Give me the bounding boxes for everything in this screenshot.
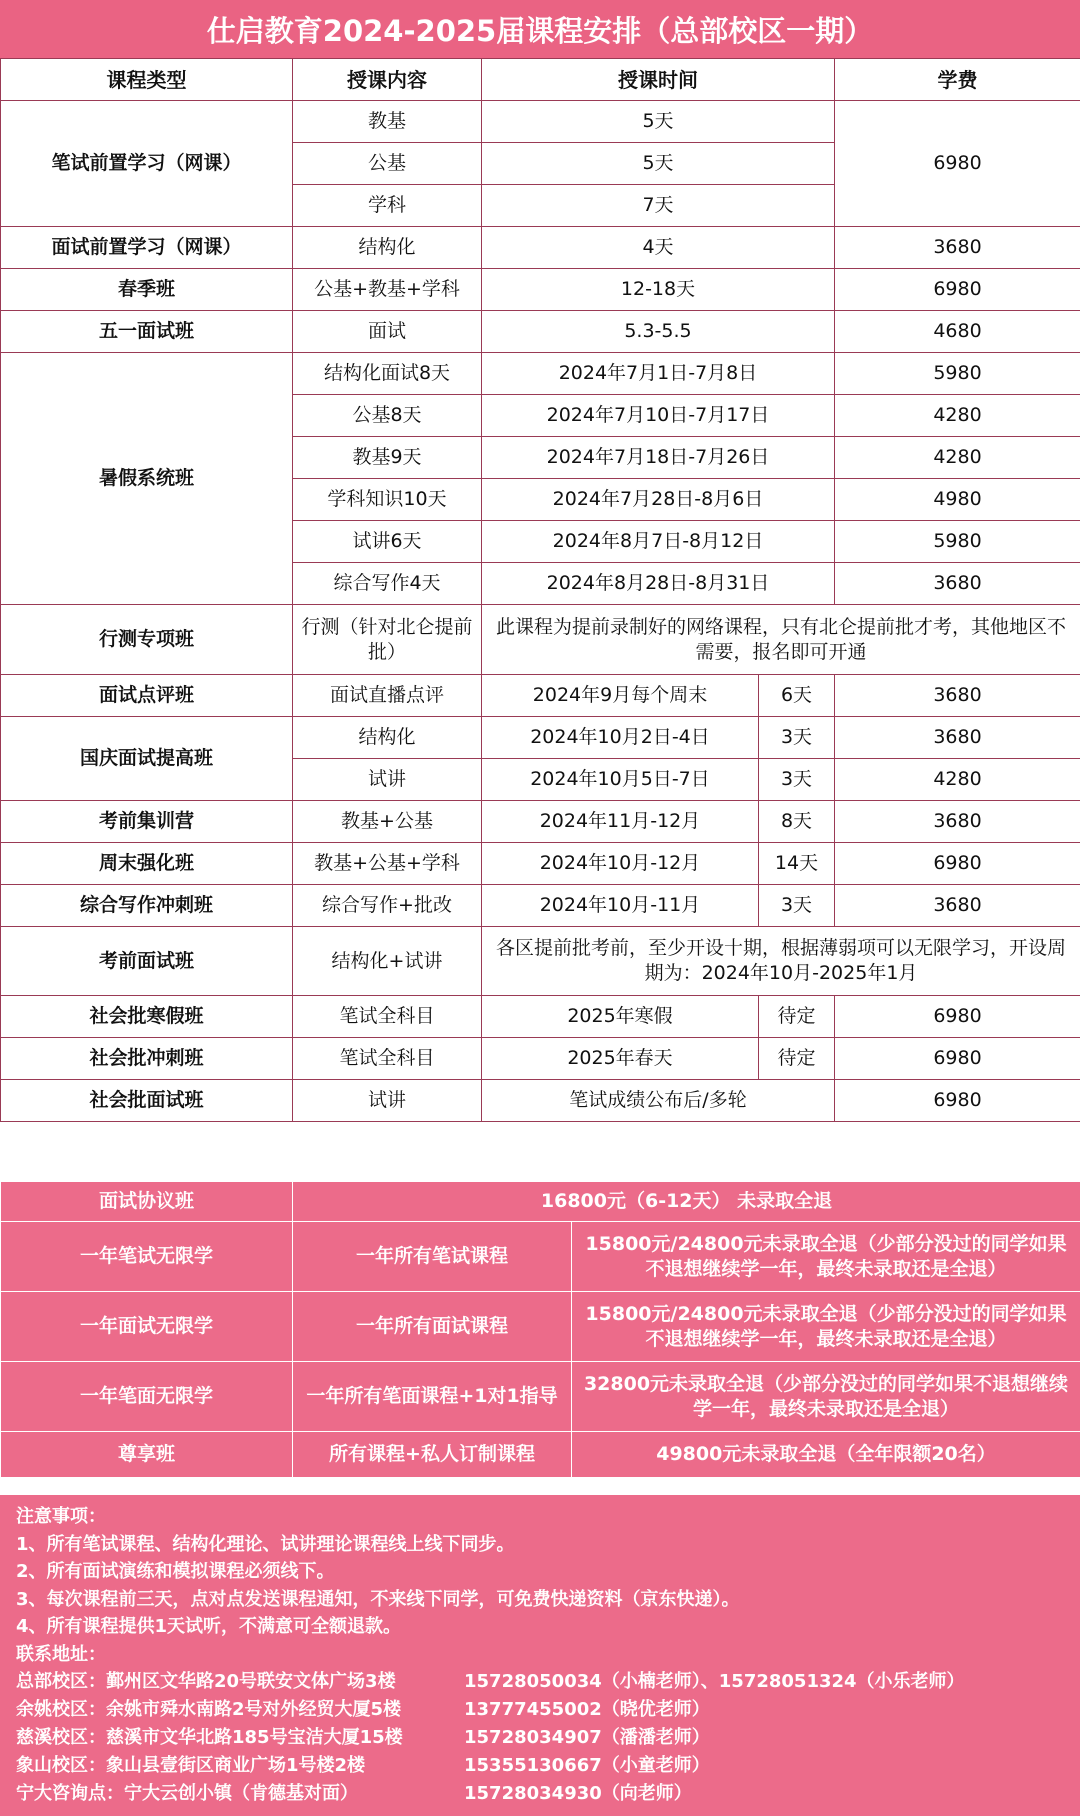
table-row: [1, 885, 1080, 927]
course-fee: 6980: [835, 996, 1080, 1038]
course-content: 结构化: [293, 227, 482, 269]
course-days: 3天: [759, 885, 835, 927]
premium-row: [1, 1182, 1080, 1222]
premium-type: 尊享班: [1, 1432, 293, 1478]
course-time: 2024年7月1日-7月8日: [482, 353, 835, 395]
course-fee: 3680: [835, 227, 1080, 269]
course-content: 公基: [293, 143, 482, 185]
course-content: 教基9天: [293, 437, 482, 479]
course-type: 暑假系统班: [1, 353, 293, 605]
address-row: [16, 1752, 1064, 1780]
course-content: 公基8天: [293, 395, 482, 437]
course-content: 学科: [293, 185, 482, 227]
course-fee: 3680: [835, 801, 1080, 843]
course-fee: 6980: [835, 101, 1080, 227]
premium-desc: 49800元未录取全退（全年限额20名）: [572, 1432, 1080, 1478]
table-row: [1, 1038, 1080, 1080]
table-row: [1, 675, 1080, 717]
course-content: 结构化: [293, 717, 482, 759]
address-place: 余姚校区：余姚市舜水南路2号对外经贸大厦5楼: [16, 1699, 402, 1720]
premium-desc: 15800元/24800元未录取全退（少部分没过的同学如果不退想继续学一年，最终未录取还是全退）: [572, 1292, 1080, 1362]
premium-type: 一年面试无限学: [1, 1292, 293, 1362]
premium-content: 一年所有笔试课程: [293, 1222, 572, 1292]
course-time: 2024年10月2日-4日: [482, 717, 759, 759]
course-days: 3天: [759, 717, 835, 759]
course-time: 2024年10月-12月: [482, 843, 759, 885]
table-row: [1, 996, 1080, 1038]
course-fee: 4280: [835, 759, 1080, 801]
course-note: 各区提前批考前，至少开设十期，根据薄弱项可以无限学习，开设周期为：2024年10月-2025年1月: [482, 927, 1080, 996]
premium-desc: 32800元未录取全退（少部分没过的同学如果不退想继续学一年，最终未录取还是全退）: [572, 1362, 1080, 1432]
course-fee: 3680: [835, 885, 1080, 927]
course-content: 笔试全科目: [293, 996, 482, 1038]
course-content: 公基+教基+学科: [293, 269, 482, 311]
course-time: 2024年7月18日-7月26日: [482, 437, 835, 479]
course-type: 考前集训营: [1, 801, 293, 843]
course-days: 6天: [759, 675, 835, 717]
table-row: [1, 353, 1080, 395]
address-place: 总部校区：鄞州区文华路20号联安文体广场3楼: [16, 1671, 396, 1692]
address-phone: 15728050034（小楠老师）、15728051324（小乐老师）: [464, 1671, 965, 1692]
premium-type: 一年笔面无限学: [1, 1362, 293, 1432]
course-days: 14天: [759, 843, 835, 885]
course-time: 12-18天: [482, 269, 835, 311]
course-content: 教基+公基+学科: [293, 843, 482, 885]
course-time: 2024年10月-11月: [482, 885, 759, 927]
table-row: [1, 605, 1080, 675]
course-time: 5天: [482, 101, 835, 143]
address-place: 宁大咨询点：宁大云创小镇（肯德基对面）: [16, 1783, 358, 1804]
notes-section: [0, 1493, 1080, 1816]
course-time: 2024年10月5日-7日: [482, 759, 759, 801]
page-title: 仕启教育2024-2025届课程安排（总部校区一期）: [0, 0, 1080, 58]
course-time: 5天: [482, 143, 835, 185]
premium-content: 一年所有笔面课程+1对1指导: [293, 1362, 572, 1432]
address-place: 象山校区：象山县壹街区商业广场1号楼2楼: [16, 1755, 366, 1776]
premium-row: [1, 1362, 1080, 1432]
course-time: 2024年7月28日-8月6日: [482, 479, 835, 521]
address-phone: 15355130667（小童老师）: [464, 1755, 710, 1776]
course-content: 试讲6天: [293, 521, 482, 563]
course-type: 国庆面试提高班: [1, 717, 293, 801]
premium-type: 一年笔试无限学: [1, 1222, 293, 1292]
course-type: 笔试前置学习（网课）: [1, 101, 293, 227]
note-item: 4、所有课程提供1天试听，不满意可全额退款。: [16, 1616, 402, 1637]
premium-content: 所有课程+私人订制课程: [293, 1432, 572, 1478]
address-row: [16, 1724, 1064, 1752]
course-type: 周末强化班: [1, 843, 293, 885]
course-fee: 6980: [835, 1038, 1080, 1080]
course-fee: 4280: [835, 437, 1080, 479]
course-content: 试讲: [293, 1080, 482, 1122]
premium-content: 一年所有面试课程: [293, 1292, 572, 1362]
course-type: 春季班: [1, 269, 293, 311]
note-item: 1、所有笔试课程、结构化理论、试讲理论课程线上线下同步。: [16, 1533, 515, 1555]
course-type: 五一面试班: [1, 311, 293, 353]
contact-heading: 联系地址：: [16, 1643, 106, 1665]
course-fee: 6980: [835, 1080, 1080, 1122]
premium-desc: 15800元/24800元未录取全退（少部分没过的同学如果不退想继续学一年，最终未录取还是全退）: [572, 1222, 1080, 1292]
course-time: 2025年寒假: [482, 996, 759, 1038]
table-row: [1, 927, 1080, 996]
course-days: 待定: [759, 1038, 835, 1080]
course-content: 综合写作4天: [293, 563, 482, 605]
address-row: [16, 1696, 1064, 1724]
course-content: 教基+公基: [293, 801, 482, 843]
header-time: 授课时间: [482, 59, 835, 101]
address-row: [16, 1668, 1064, 1696]
premium-row: [1, 1292, 1080, 1362]
course-content: 试讲: [293, 759, 482, 801]
course-fee: 3680: [835, 563, 1080, 605]
course-content: 行测（针对北仑提前批）: [293, 605, 482, 675]
premium-row: [1, 1222, 1080, 1292]
course-time: 2024年9月每个周末: [482, 675, 759, 717]
table-row: [1, 311, 1080, 353]
course-fee: 4680: [835, 311, 1080, 353]
course-time: 2024年7月10日-7月17日: [482, 395, 835, 437]
premium-table: [0, 1181, 1080, 1478]
course-fee: 3680: [835, 675, 1080, 717]
course-time: 2024年11月-12月: [482, 801, 759, 843]
course-time: 7天: [482, 185, 835, 227]
course-type: 综合写作冲刺班: [1, 885, 293, 927]
course-time: 2025年春天: [482, 1038, 759, 1080]
course-content: 笔试全科目: [293, 1038, 482, 1080]
table-row: [1, 717, 1080, 759]
course-fee: 6980: [835, 269, 1080, 311]
course-time: 4天: [482, 227, 835, 269]
table-row: [1, 227, 1080, 269]
notes-heading: 注意事项：: [16, 1506, 106, 1527]
course-type: 社会批面试班: [1, 1080, 293, 1122]
course-table: [0, 58, 1080, 1122]
course-type: 社会批寒假班: [1, 996, 293, 1038]
course-content: 结构化+试讲: [293, 927, 482, 996]
course-time: 2024年8月7日-8月12日: [482, 521, 835, 563]
premium-row: [1, 1432, 1080, 1478]
course-type: 考前面试班: [1, 927, 293, 996]
table-row: [1, 269, 1080, 311]
course-content: 教基: [293, 101, 482, 143]
note-item: 2、所有面试演练和模拟课程必须线下。: [16, 1561, 335, 1582]
course-fee: 4980: [835, 479, 1080, 521]
course-days: 3天: [759, 759, 835, 801]
course-type: 面试前置学习（网课）: [1, 227, 293, 269]
premium-type: 面试协议班: [1, 1182, 293, 1222]
course-note: 此课程为提前录制好的网络课程，只有北仑提前批才考，其他地区不需要，报名即可开通: [482, 605, 1080, 675]
table-row: [1, 101, 1080, 143]
table-row: [1, 801, 1080, 843]
address-phone: 13777455002（晓优老师）: [464, 1699, 710, 1720]
course-type: 面试点评班: [1, 675, 293, 717]
address-phone: 15728034907（潘潘老师）: [464, 1727, 710, 1748]
header-type: 课程类型: [1, 59, 293, 101]
course-fee: 5980: [835, 521, 1080, 563]
course-time: 2024年8月28日-8月31日: [482, 563, 835, 605]
note-item: 3、每次课程前三天，点对点发送课程通知，不来线下同学，可免费快递资料（京东快递）。: [16, 1588, 740, 1610]
header-fee: 学费: [835, 59, 1080, 101]
course-fee: 5980: [835, 353, 1080, 395]
address-phone: 15728034930（向老师）: [464, 1783, 692, 1804]
address-place: 慈溪校区：慈溪市文华北路185号宝洁大厦15楼: [16, 1727, 403, 1748]
address-row: [16, 1780, 1064, 1808]
table-header-row: [1, 59, 1080, 101]
course-fee: 3680: [835, 717, 1080, 759]
course-days: 待定: [759, 996, 835, 1038]
course-content: 结构化面试8天: [293, 353, 482, 395]
course-days: 8天: [759, 801, 835, 843]
premium-desc: 16800元（6-12天） 未录取全退: [293, 1182, 1080, 1222]
header-content: 授课内容: [293, 59, 482, 101]
course-type: 社会批冲刺班: [1, 1038, 293, 1080]
course-fee: 4280: [835, 395, 1080, 437]
course-content: 综合写作+批改: [293, 885, 482, 927]
course-content: 面试直播点评: [293, 675, 482, 717]
course-time: 笔试成绩公布后/多轮: [482, 1080, 835, 1122]
course-type: 行测专项班: [1, 605, 293, 675]
table-row: [1, 843, 1080, 885]
course-fee: 6980: [835, 843, 1080, 885]
course-time: 5.3-5.5: [482, 311, 835, 353]
table-row: [1, 1080, 1080, 1122]
course-content: 面试: [293, 311, 482, 353]
course-content: 学科知识10天: [293, 479, 482, 521]
